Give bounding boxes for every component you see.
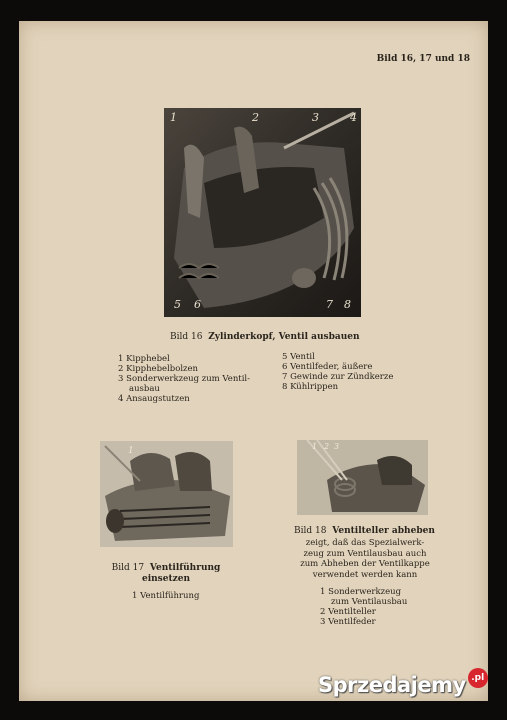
legend-number: 7 — [282, 372, 288, 382]
legend-text: Ventilfeder, äußere — [290, 362, 373, 372]
legend-number: 3 — [118, 374, 124, 384]
legend-number: 2 — [320, 607, 326, 617]
legend-text: ausbau — [129, 384, 160, 394]
callout-6: 6 — [194, 298, 201, 311]
legend-item — [320, 607, 407, 617]
callout-5: 5 — [174, 298, 181, 311]
figure-17-photo — [100, 441, 233, 547]
callout-4: 4 — [350, 111, 357, 124]
legend-text: Ventilführung — [140, 591, 200, 601]
valve-cap-photo — [297, 440, 428, 515]
sprzedajemy-watermark — [318, 668, 490, 702]
legend-text: Sonderwerkzeug zum Ventil- — [126, 374, 251, 384]
figure-18-legend — [320, 587, 407, 627]
legend-text: Sonderwerkzeug — [328, 587, 402, 597]
legend-item — [282, 352, 393, 362]
legend-text: Kipphebel — [126, 354, 170, 364]
figure-16-photo — [164, 108, 361, 317]
legend-item — [282, 372, 393, 382]
document-page — [19, 21, 488, 701]
legend-text: Kipphebelbolzen — [126, 364, 199, 374]
callout-1: 1 — [128, 446, 134, 456]
legend-item — [320, 617, 407, 627]
figure-16-caption: Bild 16 Zylinderkopf, Ventil ausbauen — [170, 332, 360, 342]
legend-text: Kühlrippen — [290, 382, 339, 392]
callout-3: 3 — [312, 111, 319, 124]
callout-1: 1 — [312, 442, 318, 451]
legend-text: Ventil — [290, 352, 315, 362]
description-line: zum Abheben der Ventilkappe — [300, 559, 430, 569]
legend-item — [282, 382, 393, 392]
legend-number: 3 — [320, 617, 326, 627]
legend-number: 4 — [118, 394, 124, 404]
figure-18-caption: Bild 18 Ventilteller abheben — [294, 526, 435, 536]
legend-item — [118, 354, 250, 364]
legend-item — [118, 384, 250, 394]
legend-number: 2 — [118, 364, 124, 374]
callout-2: 2 — [324, 442, 330, 451]
legend-text: Ventilfeder — [328, 617, 376, 627]
figure-17-caption: Bild 17 Ventilführung einsetzen — [111, 563, 221, 584]
callout-3: 3 — [334, 442, 340, 451]
legend-text: zum Ventilausbau — [331, 597, 408, 607]
valve-guide-photo — [100, 441, 233, 547]
figure-18-title: Ventilteller abheben — [332, 526, 435, 536]
legend-number: 1 — [320, 587, 326, 597]
legend-item — [118, 364, 250, 374]
description-line: verwendet werden kann — [312, 569, 418, 580]
description-line: zeigt, daß das Spezialwerk- — [305, 538, 425, 548]
legend-number: 1 — [132, 591, 138, 601]
callout-8: 8 — [344, 298, 351, 311]
callout-2: 2 — [252, 111, 259, 124]
legend-number: 8 — [282, 382, 288, 392]
description-line: zeug zum Ventilausbau auch — [303, 548, 427, 559]
legend-item — [282, 362, 393, 372]
legend-text: Ansaugstutzen — [126, 394, 190, 404]
legend-number: 6 — [282, 362, 288, 372]
callout-7: 7 — [326, 298, 333, 311]
figure-reference-header: Bild 16, 17 und 18 — [376, 54, 470, 64]
figure-16-legend-right — [282, 352, 393, 392]
figure-16-legend-left — [118, 354, 250, 404]
callout-1: 1 — [170, 111, 177, 124]
figure-18-description — [292, 538, 438, 580]
legend-item — [132, 591, 199, 601]
cylinder-head-photo — [164, 108, 361, 317]
figure-17-legend — [132, 591, 199, 601]
watermark-badge: .pl — [468, 668, 488, 688]
legend-item — [320, 587, 407, 597]
legend-item — [118, 394, 250, 404]
figure-18-photo — [297, 440, 428, 515]
legend-number: 1 — [118, 354, 124, 364]
legend-item — [320, 597, 407, 607]
legend-text: Ventilteller — [328, 607, 376, 617]
legend-number: 5 — [282, 352, 288, 362]
legend-text: Gewinde zur Zündkerze — [290, 372, 394, 382]
watermark-text: Sprzedajemy — [318, 673, 466, 697]
legend-item — [118, 374, 250, 384]
figure-16-title: Zylinderkopf, Ventil ausbauen — [208, 332, 360, 342]
